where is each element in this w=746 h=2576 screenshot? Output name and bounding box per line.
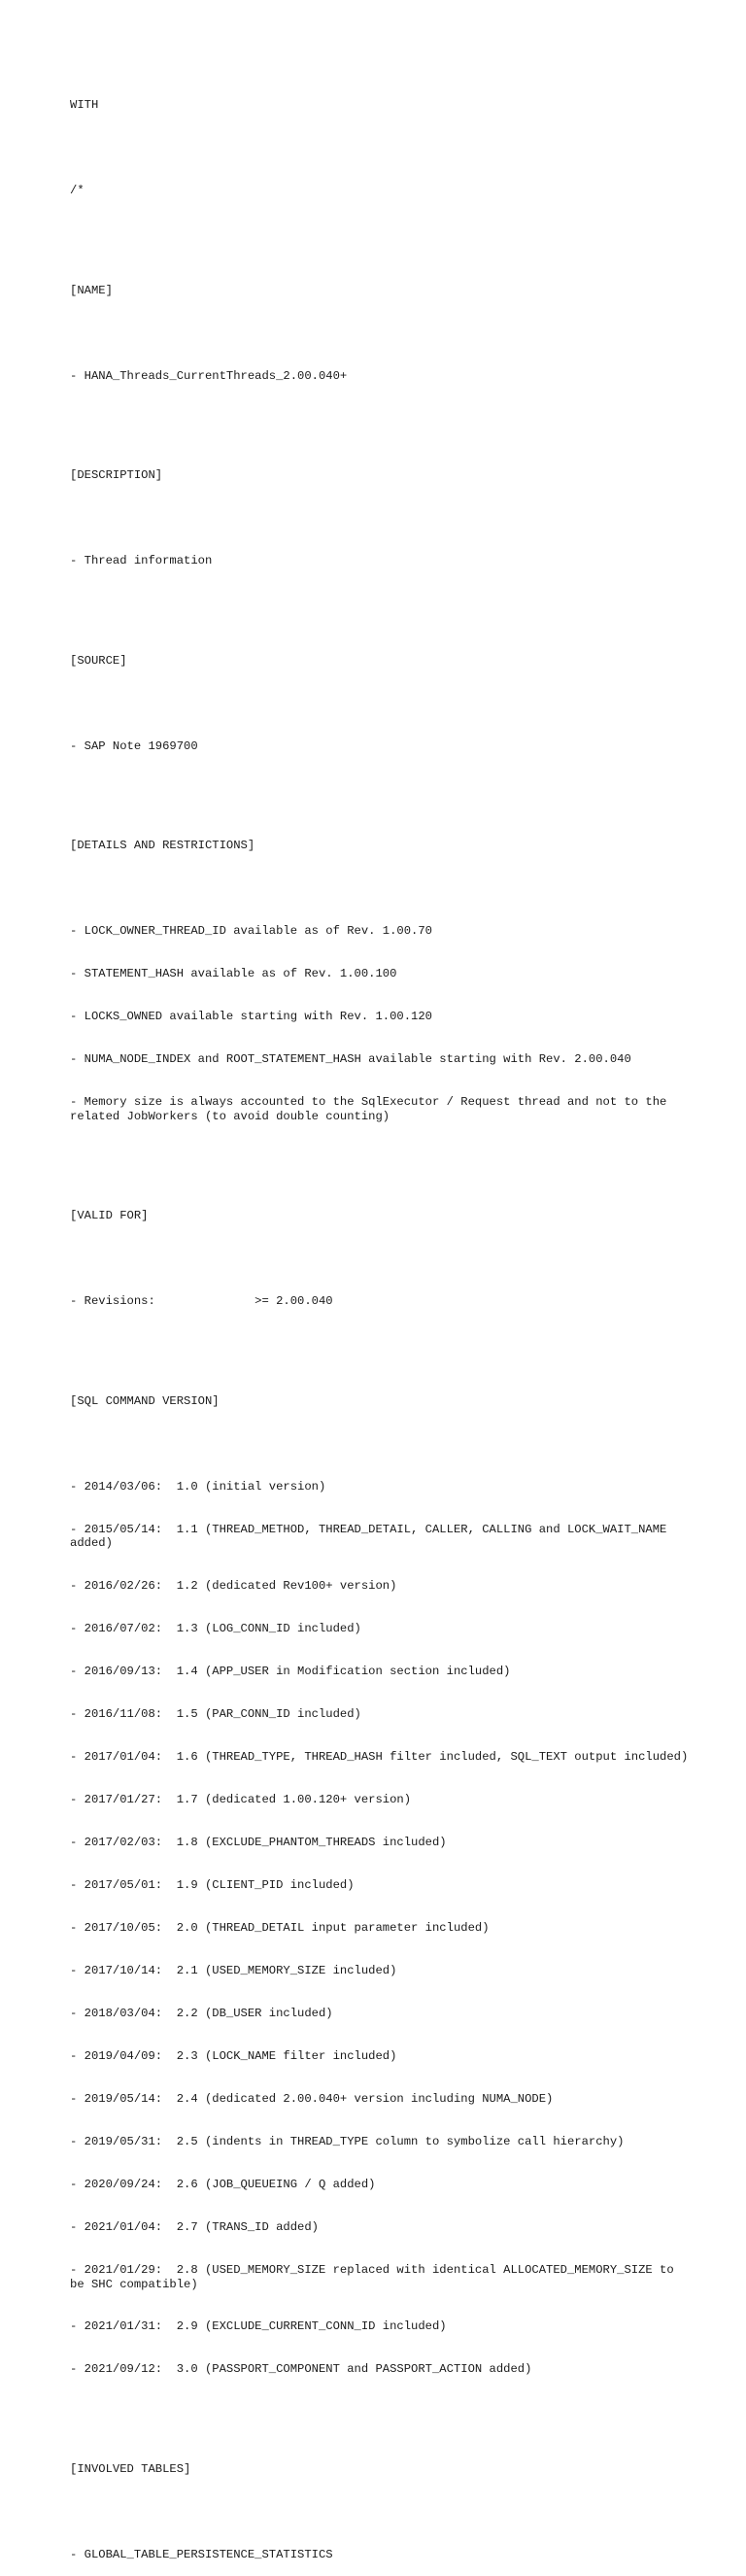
spacer [70, 226, 692, 241]
version-item: - 2021/01/29: 2.8 (USED_MEMORY_SIZE replaced with identical ALLOCATED_MEMORY_SIZE to be SHC compatible) [70, 2262, 681, 2291]
tables-section-header: [INVOLVED TABLES] [70, 2462, 191, 2477]
spacer [70, 2505, 692, 2520]
spacer [70, 326, 692, 341]
version-item: - 2021/01/31: 2.9 (EXCLUDE_CURRENT_CONN_ID included) [70, 2319, 447, 2334]
version-section-header: [SQL COMMAND VERSION] [70, 1393, 220, 1408]
spacer [70, 412, 692, 427]
source-section-header: [SOURCE] [70, 653, 127, 668]
version-item: - 2021/01/04: 2.7 (TRANS_ID added) [70, 2219, 319, 2234]
details-item: - NUMA_NODE_INDEX and ROOT_STATEMENT_HASH available starting with Rev. 2.00.040 [70, 1052, 631, 1067]
version-item: - 2016/11/08: 1.5 (PAR_CONN_ID included) [70, 1707, 361, 1722]
comment-open: /* [70, 184, 85, 198]
spacer [70, 2405, 692, 2420]
version-item: - 2016/07/02: 1.3 (LOG_CONN_ID included) [70, 1622, 361, 1636]
valid-section-header: [VALID FOR] [70, 1209, 149, 1223]
version-item: - 2018/03/04: 2.2 (DB_USER included) [70, 2007, 333, 2021]
details-item: - LOCK_OWNER_THREAD_ID available as of Rev. 1.00.70 [70, 924, 432, 939]
version-item: - 2017/05/01: 1.9 (CLIENT_PID included) [70, 1878, 355, 1893]
version-item: - 2021/09/12: 3.0 (PASSPORT_COMPONENT and PASSPORT_ACTION added) [70, 2362, 532, 2377]
spacer [70, 1337, 692, 1352]
details-item: - LOCKS_OWNED available starting with Rev. 1.00.120 [70, 1010, 432, 1024]
version-item: - 2017/10/05: 2.0 (THREAD_DETAIL input parameter included) [70, 1921, 490, 1936]
spacer [70, 1437, 692, 1452]
version-item: - 2015/05/14: 1.1 (THREAD_METHOD, THREAD_DETAIL, CALLER, CALLING and LOCK_WAIT_NAME added) [70, 1522, 674, 1551]
name-value: - HANA_Threads_CurrentThreads_2.00.040+ [70, 368, 348, 383]
version-item: - 2017/10/14: 2.1 (USED_MEMORY_SIZE included) [70, 1964, 397, 1978]
spacer [70, 511, 692, 526]
spacer [70, 1252, 692, 1266]
tables-value: - GLOBAL_TABLE_PERSISTENCE_STATISTICS [70, 2547, 333, 2561]
spacer [70, 1152, 692, 1167]
spacer [70, 141, 692, 155]
version-item: - 2014/03/06: 1.0 (initial version) [70, 1479, 326, 1494]
version-item: - 2017/02/03: 1.8 (EXCLUDE_PHANTOM_THREADS included) [70, 1836, 447, 1850]
spacer [70, 597, 692, 611]
version-item: - 2019/04/09: 2.3 (LOCK_NAME filter included) [70, 2049, 397, 2064]
version-item: - 2020/09/24: 2.6 (JOB_QUEUEING / Q added) [70, 2177, 376, 2191]
details-item: - STATEMENT_HASH available as of Rev. 1.00.100 [70, 967, 397, 981]
version-item: - 2016/02/26: 1.2 (dedicated Rev100+ version) [70, 1579, 397, 1594]
valid-value: - Revisions: >= 2.00.040 [70, 1294, 333, 1309]
spacer [70, 697, 692, 711]
with-keyword: WITH [70, 98, 99, 113]
details-section-header: [DETAILS AND RESTRICTIONS] [70, 839, 255, 853]
version-item: - 2017/01/27: 1.7 (dedicated 1.00.120+ version) [70, 1793, 412, 1807]
details-item: - Memory size is always accounted to the SqlExecutor / Request thread and not to the related JobWorkers (to avoid double counting) [70, 1095, 674, 1123]
name-section-header: [NAME] [70, 283, 113, 297]
version-item: - 2016/09/13: 1.4 (APP_USER in Modification section included) [70, 1665, 511, 1679]
version-item: - 2017/01/04: 1.6 (THREAD_TYPE, THREAD_HASH filter included, SQL_TEXT output included) [70, 1750, 689, 1765]
spacer [70, 782, 692, 797]
source-value: - SAP Note 1969700 [70, 738, 198, 753]
spacer [70, 881, 692, 896]
description-value: - Thread information [70, 554, 213, 568]
version-item: - 2019/05/14: 2.4 (dedicated 2.00.040+ version including NUMA_NODE) [70, 2091, 554, 2106]
version-item: - 2019/05/31: 2.5 (indents in THREAD_TYPE column to symbolize call hierarchy) [70, 2134, 625, 2148]
description-section-header: [DESCRIPTION] [70, 468, 163, 483]
sql-comment-document [70, 70, 692, 2576]
